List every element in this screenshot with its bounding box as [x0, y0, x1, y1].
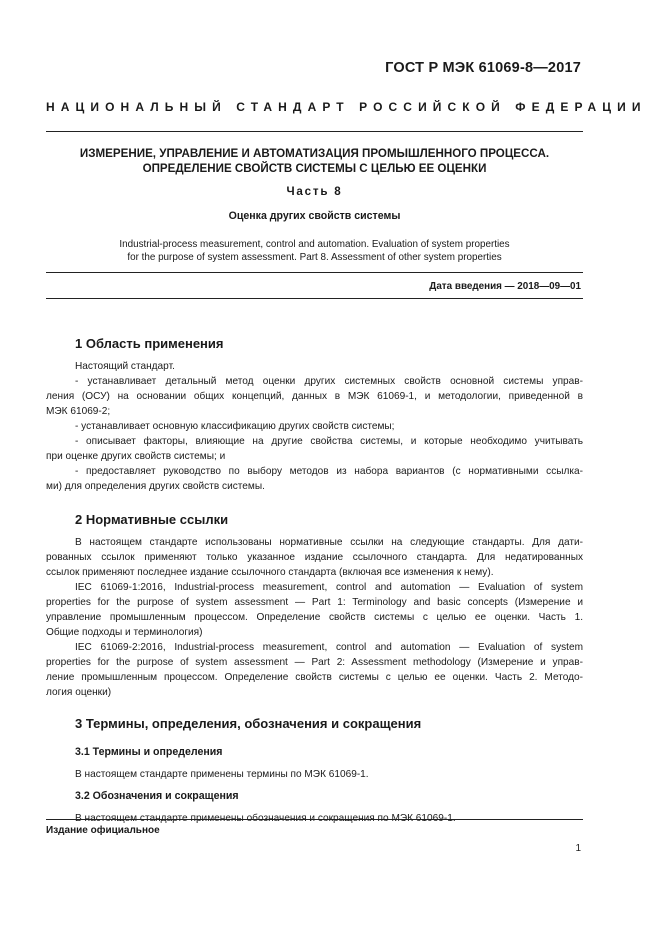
official-edition-label: Издание официальное [46, 825, 160, 836]
part-label: Часть 8 [286, 185, 343, 198]
section-2-line: IEC 61069-1:2016, Industrial-process measurement, control and automation — Evaluation of system [75, 582, 583, 593]
section-2-line: В настоящем стандарте использованы нормативные ссылки на следующие стандарты. Для дати- [75, 537, 583, 548]
section-2-heading: 2 Нормативные ссылки [75, 512, 229, 527]
english-title-line-2: for the purpose of system assessment. Part 8. Assessment of other system properties [127, 252, 502, 263]
header-divider [46, 131, 583, 132]
section-1-line: - описывает факторы, влияющие на другие свойства системы, и которые необходимо учитывать [75, 436, 583, 447]
title-line-1: ИЗМЕРЕНИЕ, УПРАВЛЕНИЕ И АВТОМАТИЗАЦИЯ ПРОМЫШЛЕННОГО ПРОЦЕССА. [79, 147, 550, 160]
title-divider [46, 272, 583, 273]
section-3-heading: 3 Термины, определения, обозначения и сокращения [75, 716, 422, 731]
subsection-3-2-text: В настоящем стандарте применены обозначения и сокращения по МЭК 61069-1. [75, 813, 456, 824]
part-subtitle: Оценка других свойств системы [228, 210, 401, 222]
national-standard-banner: НАЦИОНАЛЬНЫЙ СТАНДАРТ РОССИЙСКОЙ ФЕДЕРАЦИИ [46, 100, 647, 114]
section-2-line: рованных ссылок применяют только указанное издание ссылочного стандарта. Для недатированных [46, 552, 583, 563]
section-1-line: Настоящий стандарт. [75, 361, 175, 372]
section-1-line: МЭК 61069-2; [46, 406, 111, 417]
section-2-line: IEC 61069-2:2016, Industrial-process measurement, control and automation — Evaluation of system [75, 642, 583, 653]
section-1-line: ми) для определения других свойств системы. [46, 481, 265, 492]
english-title-line-1: Industrial-process measurement, control and automation. Evaluation of system properties [119, 239, 510, 250]
subsection-3-1-text: В настоящем стандарте применены термины по МЭК 61069-1. [75, 769, 369, 780]
section-2-line: Общие подходы и терминология) [46, 627, 203, 638]
section-1-line: - предоставляет руководство по выбору методов из набора вариантов (с нормативными ссылка- [75, 466, 583, 477]
section-1-heading: 1 Область применения [75, 336, 224, 351]
section-2-line: управление промышленным процессом. Определение свойств системы с целью ее оценки. Часть 1. [46, 612, 583, 623]
introduction-date: Дата введения — 2018—09—01 [429, 281, 581, 292]
section-2-line: ление промышленным процессом. Определение свойств системы с целью ее оценки. Часть 2. Методо- [46, 672, 583, 683]
footer-divider [46, 819, 583, 820]
section-2-line: ссылок применяют последнее издание ссылочного стандарта (включая все изменения к нему). [46, 567, 494, 578]
section-2-line: логия оценки) [46, 687, 112, 698]
title-line-2: ОПРЕДЕЛЕНИЕ СВОЙСТВ СИСТЕМЫ С ЦЕЛЬЮ ЕЕ ОЦЕНКИ [142, 162, 487, 175]
document-code: ГОСТ Р МЭК 61069-8—2017 [385, 60, 581, 76]
page-number: 1 [575, 843, 581, 854]
section-1-line: ления (ОСУ) на основании общих концепций, данных в МЭК 61069-1, и методологии, приведенной в [46, 391, 583, 402]
section-2-line: properties for the purpose of system assessment — Part 1: Terminology and basic concepts (Измерение и [46, 597, 583, 608]
subsection-3-2-heading: 3.2 Обозначения и сокращения [75, 790, 239, 802]
date-divider [46, 298, 583, 299]
section-1-line: при оценке других свойств системы; и [46, 451, 226, 462]
section-1-line: - устанавливает детальный метод оценки других системных свойств основной системы управ- [75, 376, 583, 387]
section-2-line: properties for the purpose of system assessment — Part 2: Assessment methodology (Измерение и управ- [46, 657, 583, 668]
section-1-line: - устанавливает основную классификацию других свойств системы; [75, 421, 395, 432]
subsection-3-1-heading: 3.1 Термины и определения [75, 746, 223, 758]
